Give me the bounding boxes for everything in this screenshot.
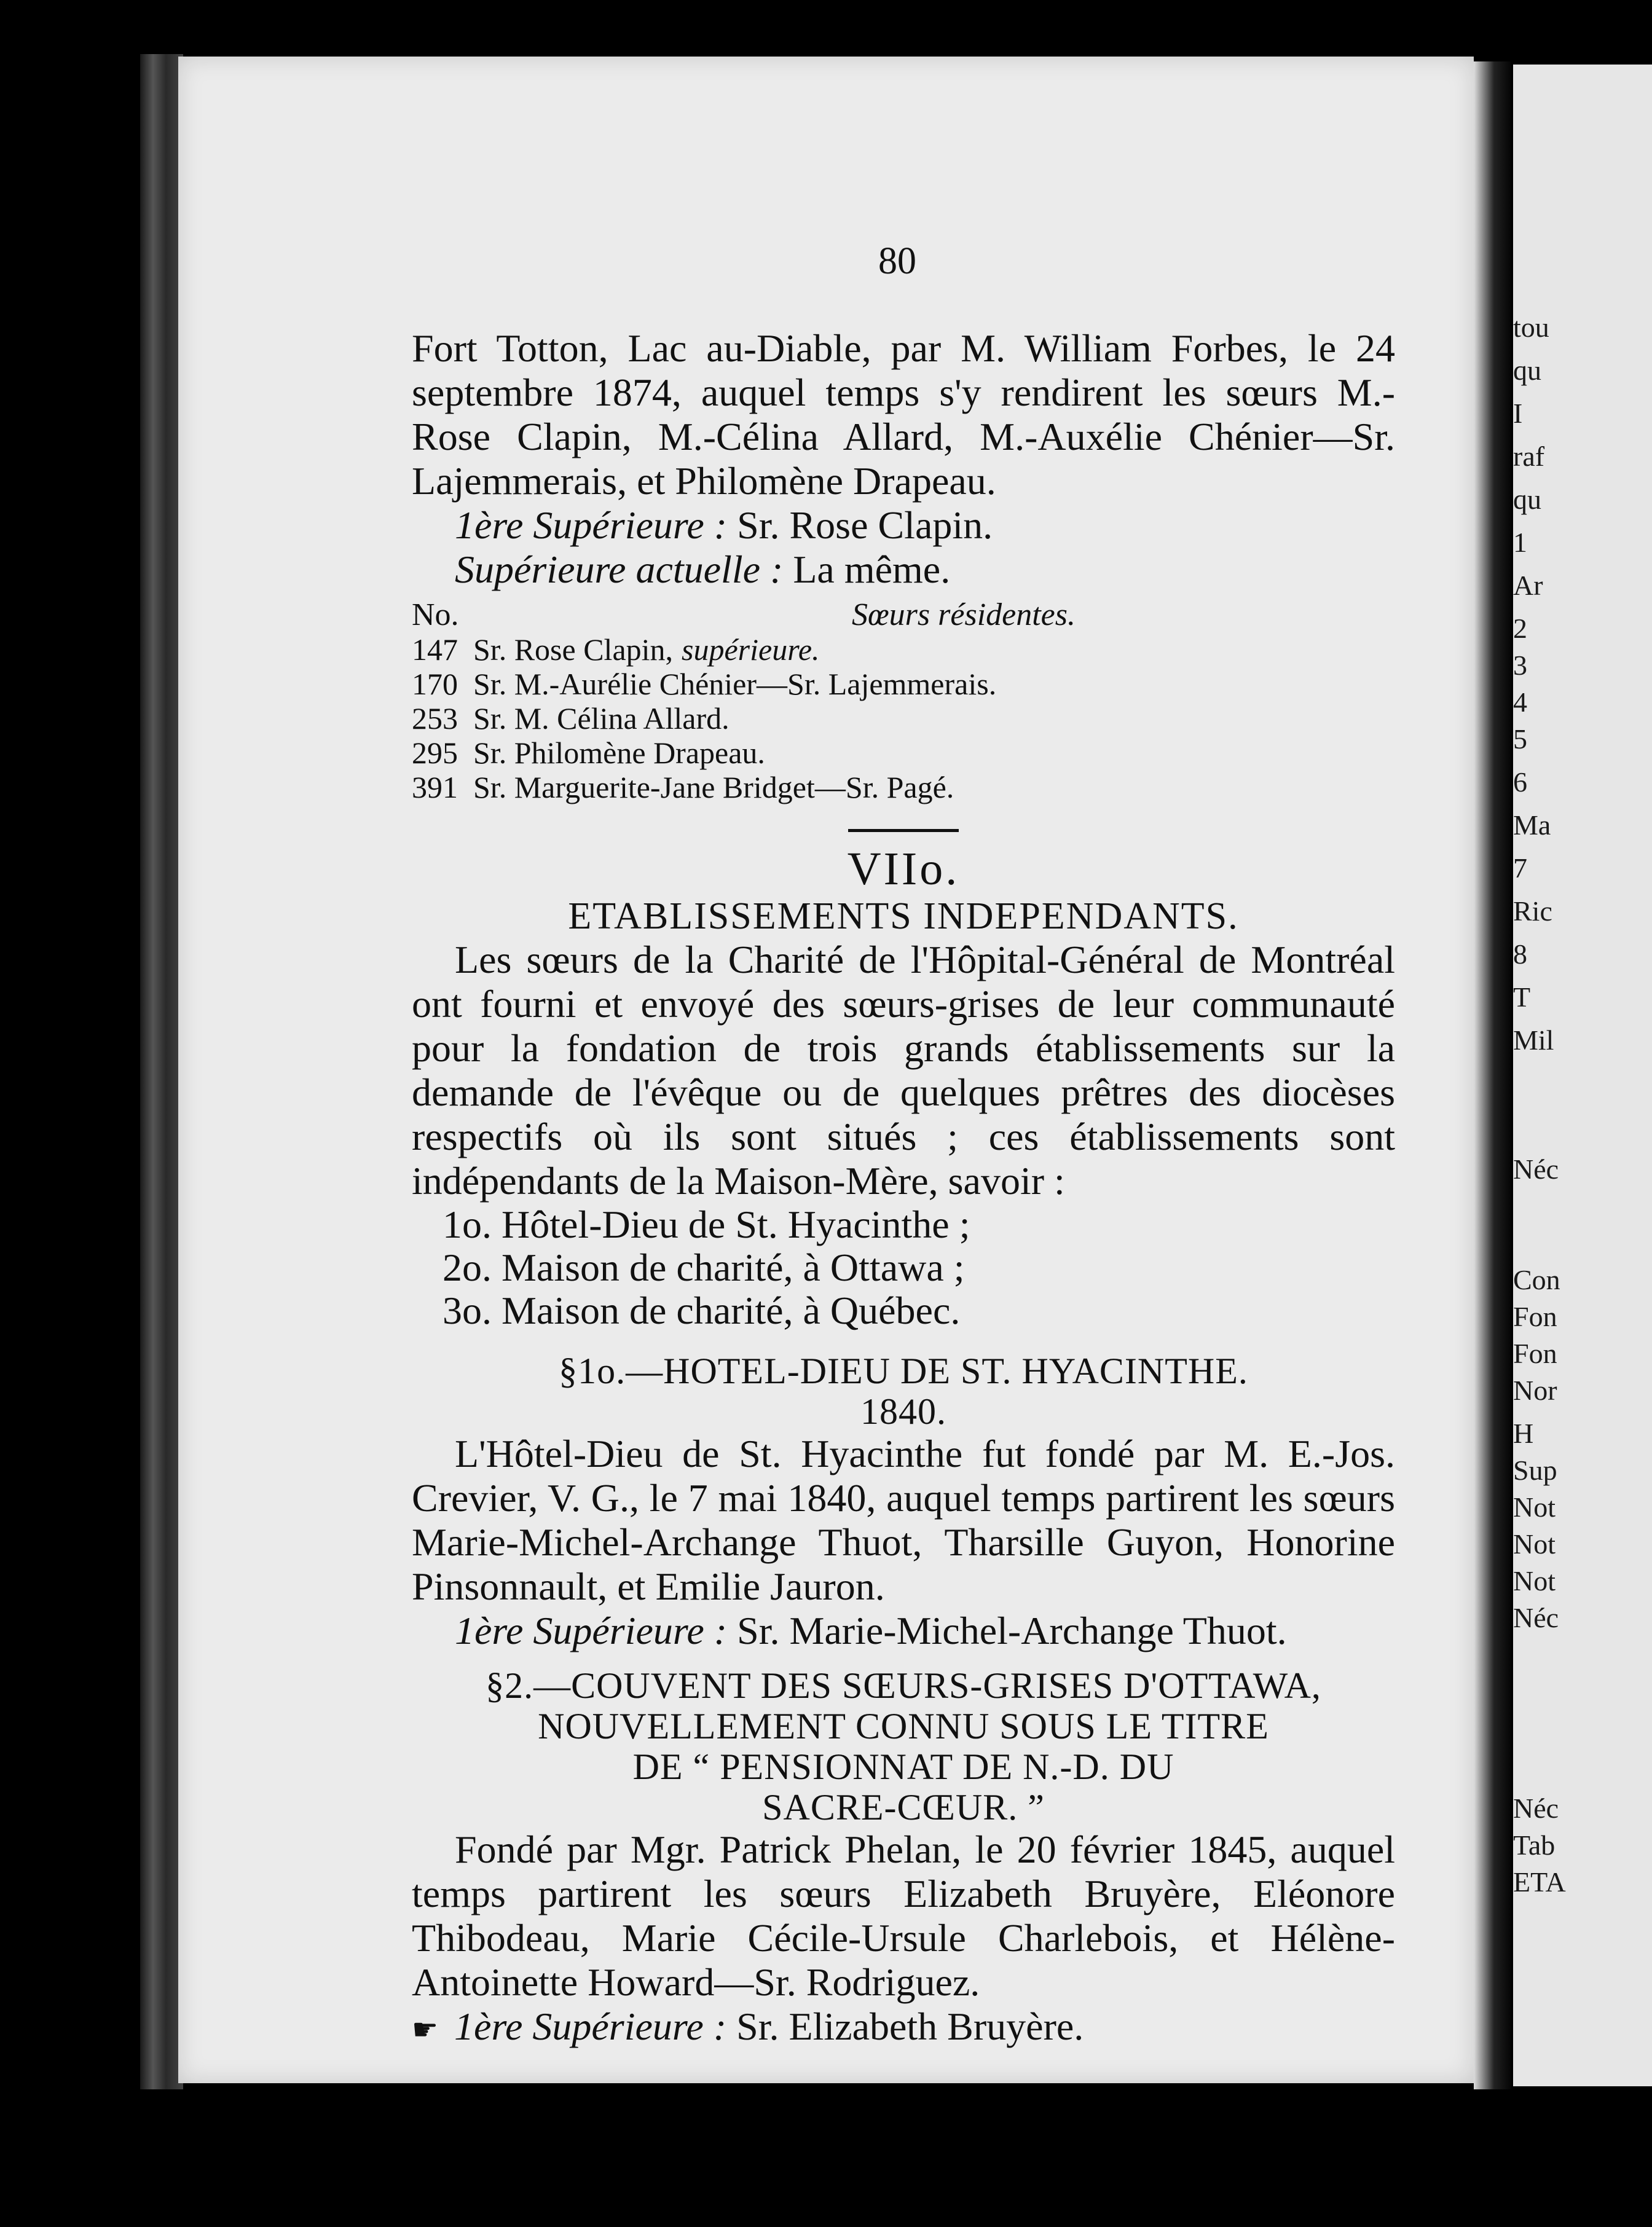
resident-row (412, 770, 1395, 804)
resident-name-line (473, 667, 1395, 701)
facing-page-fragment: 7 (1513, 852, 1527, 884)
resident-row (412, 701, 1395, 736)
establishments-list (412, 1203, 1395, 1332)
facing-page-fragment: Mil (1513, 1024, 1554, 1056)
first-superior-line (412, 503, 1395, 548)
facing-page-fragment: 2 (1513, 613, 1527, 644)
facing-page-fragment: raf (1513, 441, 1545, 472)
facing-page-fragment: Ar (1513, 570, 1543, 601)
facing-page-fragment: Ma (1513, 809, 1551, 841)
sub1-text: L'Hôtel-Dieu de St. Hyacinthe fut fondé par M. E.-Jos. Crevier, V. G., le 7 mai 1840, auquel temps partirent les sœurs Marie-Michel-Archange Thuot, Tharsille Guyon, Honorine Pinsonnault, et Emilie Jauron. (412, 1432, 1395, 1608)
current-superior-value: La même. (793, 548, 951, 591)
facing-page-fragment: Ric (1513, 895, 1552, 927)
resident-name: Sr. Philomène Drapeau. (473, 736, 765, 770)
opening-paragraph: Fort Totton, Lac au-Diable, par M. William Forbes, le 24 septembre 1874, auquel temps s'y rendirent les sœurs M.-Rose Clapin, M.-Célina Allard, M.-Auxélie Chénier—Sr. Lajemmerais, et Philomène Drapeau. (412, 326, 1395, 503)
current-superior-label: Supérieure actuelle : (455, 548, 784, 591)
resident-name-line (473, 736, 1395, 770)
sub2-superior-line (412, 2005, 1395, 2052)
facing-page-fragment: Fon (1513, 1301, 1557, 1332)
facing-page-fragment: 8 (1513, 938, 1527, 970)
facing-page-fragment: Not (1513, 1565, 1556, 1597)
resident-number: 170 (412, 667, 458, 701)
section-divider (848, 829, 959, 832)
first-superior-value: Sr. Rose Clapin. (737, 503, 993, 547)
facing-page-fragment: tou (1513, 312, 1549, 343)
sub1-year: 1840. (860, 1391, 946, 1432)
facing-page-fragment: 6 (1513, 766, 1527, 798)
establishment-list-item: 3o. Maison de charité, à Québec. (442, 1289, 961, 1332)
residents-header-title: Sœurs résidentes. (852, 597, 1076, 632)
sub2-superior-label: 1ère Supérieure : (454, 2005, 727, 2048)
resident-name: Sr. M. Célina Allard. (473, 701, 730, 736)
facing-page-fragment: Néc (1513, 1602, 1559, 1633)
page-number: 80 (878, 240, 916, 282)
facing-page-fragment: qu (1513, 355, 1541, 386)
facing-page-fragment: I (1513, 398, 1523, 429)
section-number: VIIo. (847, 843, 960, 895)
facing-page-fragment: Tab (1513, 1829, 1556, 1861)
facing-page-fragment: 3 (1513, 650, 1527, 681)
first-superior-label: 1ère Supérieure : (455, 503, 728, 547)
sub2-title-line4: SACRE-CŒUR. ” (762, 1787, 1045, 1828)
establishment-list-item: 2o. Maison de charité, à Ottawa ; (442, 1246, 965, 1289)
book-spine (140, 54, 183, 2089)
sub2-title-line3: DE “ PENSIONNAT DE N.-D. DU (632, 1746, 1174, 1787)
resident-name-line (473, 632, 1395, 667)
pointing-hand-icon: ☛ (412, 2014, 439, 2046)
facing-page-fragment: 1 (1513, 527, 1527, 558)
section-intro: Les sœurs de la Charité de l'Hôpital-Général de Montréal ont fourni et envoyé des sœurs-grises de leur communauté pour la fondation de trois grands établissements sur la demande de l'évêque ou de quelques prêtres des diocèses respectifs où ils sont situés ; ces établissements sont indépendants de la Maison-Mère, savoir : (412, 938, 1395, 1203)
sub2-title-line2: NOUVELLEMENT CONNU SOUS LE TITRE (538, 1706, 1269, 1746)
book-gutter (1474, 61, 1511, 2089)
resident-name: Sr. Marguerite-Jane Bridget—Sr. Pagé. (473, 770, 954, 804)
page-content (412, 240, 1395, 2052)
residents-header-no: No. (412, 597, 459, 632)
section-title: ETABLISSEMENTS INDEPENDANTS. (568, 895, 1239, 937)
sub1-superior-value: Sr. Marie-Michel-Archange Thuot. (737, 1609, 1287, 1652)
resident-name-line (473, 770, 1395, 804)
residents-header (412, 598, 1395, 632)
facing-page-fragment: Not (1513, 1491, 1556, 1523)
facing-page-fragment: qu (1513, 484, 1541, 515)
resident-name: Sr. Rose Clapin, (473, 632, 674, 667)
sub2-superior-value: Sr. Elizabeth Bruyère. (736, 2005, 1084, 2048)
resident-row (412, 632, 1395, 667)
establishment-list-item: 1o. Hôtel-Dieu de St. Hyacinthe ; (442, 1203, 970, 1246)
facing-page-fragment: Not (1513, 1528, 1556, 1560)
facing-page-fragment: Nor (1513, 1375, 1557, 1406)
facing-page-fragment: 4 (1513, 686, 1527, 718)
sub2-text: Fondé par Mgr. Patrick Phelan, le 20 février 1845, auquel temps partirent les sœurs Elizabeth Bruyère, Eléonore Thibodeau, Marie Cécile-Ursule Charlebois, et Hélène-Antoinette Howard—Sr. Rodriguez. (412, 1828, 1395, 2004)
sub1-superior-label: 1ère Supérieure : (455, 1609, 728, 1652)
resident-name-line (473, 701, 1395, 736)
resident-name: Sr. M.-Aurélie Chénier—Sr. Lajemmerais. (473, 667, 997, 701)
residents-list (412, 632, 1395, 804)
facing-page-fragment: ETA (1513, 1866, 1566, 1898)
facing-page-fragment: H (1513, 1418, 1534, 1449)
facing-page-fragment: Con (1513, 1264, 1560, 1295)
resident-row (412, 736, 1395, 770)
resident-number: 147 (412, 632, 458, 667)
sub1-title: §1o.—HOTEL-DIEU DE ST. HYACINTHE. (559, 1351, 1248, 1391)
resident-number: 391 (412, 770, 458, 804)
resident-note: supérieure. (682, 632, 820, 667)
facing-page-fragment: T (1513, 981, 1531, 1013)
sub1-superior-line (412, 1609, 1395, 1653)
facing-page-fragment: Néc (1513, 1793, 1559, 1824)
sub2-title-line1: §2.—COUVENT DES SŒURS-GRISES D'OTTAWA, (486, 1665, 1321, 1706)
facing-page-fragment: Néc (1513, 1153, 1559, 1185)
right-page-edge (1513, 65, 1652, 2086)
facing-page-fragment: Fon (1513, 1338, 1557, 1369)
facing-page-fragment: 5 (1513, 723, 1527, 755)
facing-page-fragment: Sup (1513, 1455, 1557, 1486)
current-superior-line (412, 548, 1395, 592)
resident-number: 295 (412, 736, 458, 770)
resident-row (412, 667, 1395, 701)
resident-number: 253 (412, 701, 458, 736)
